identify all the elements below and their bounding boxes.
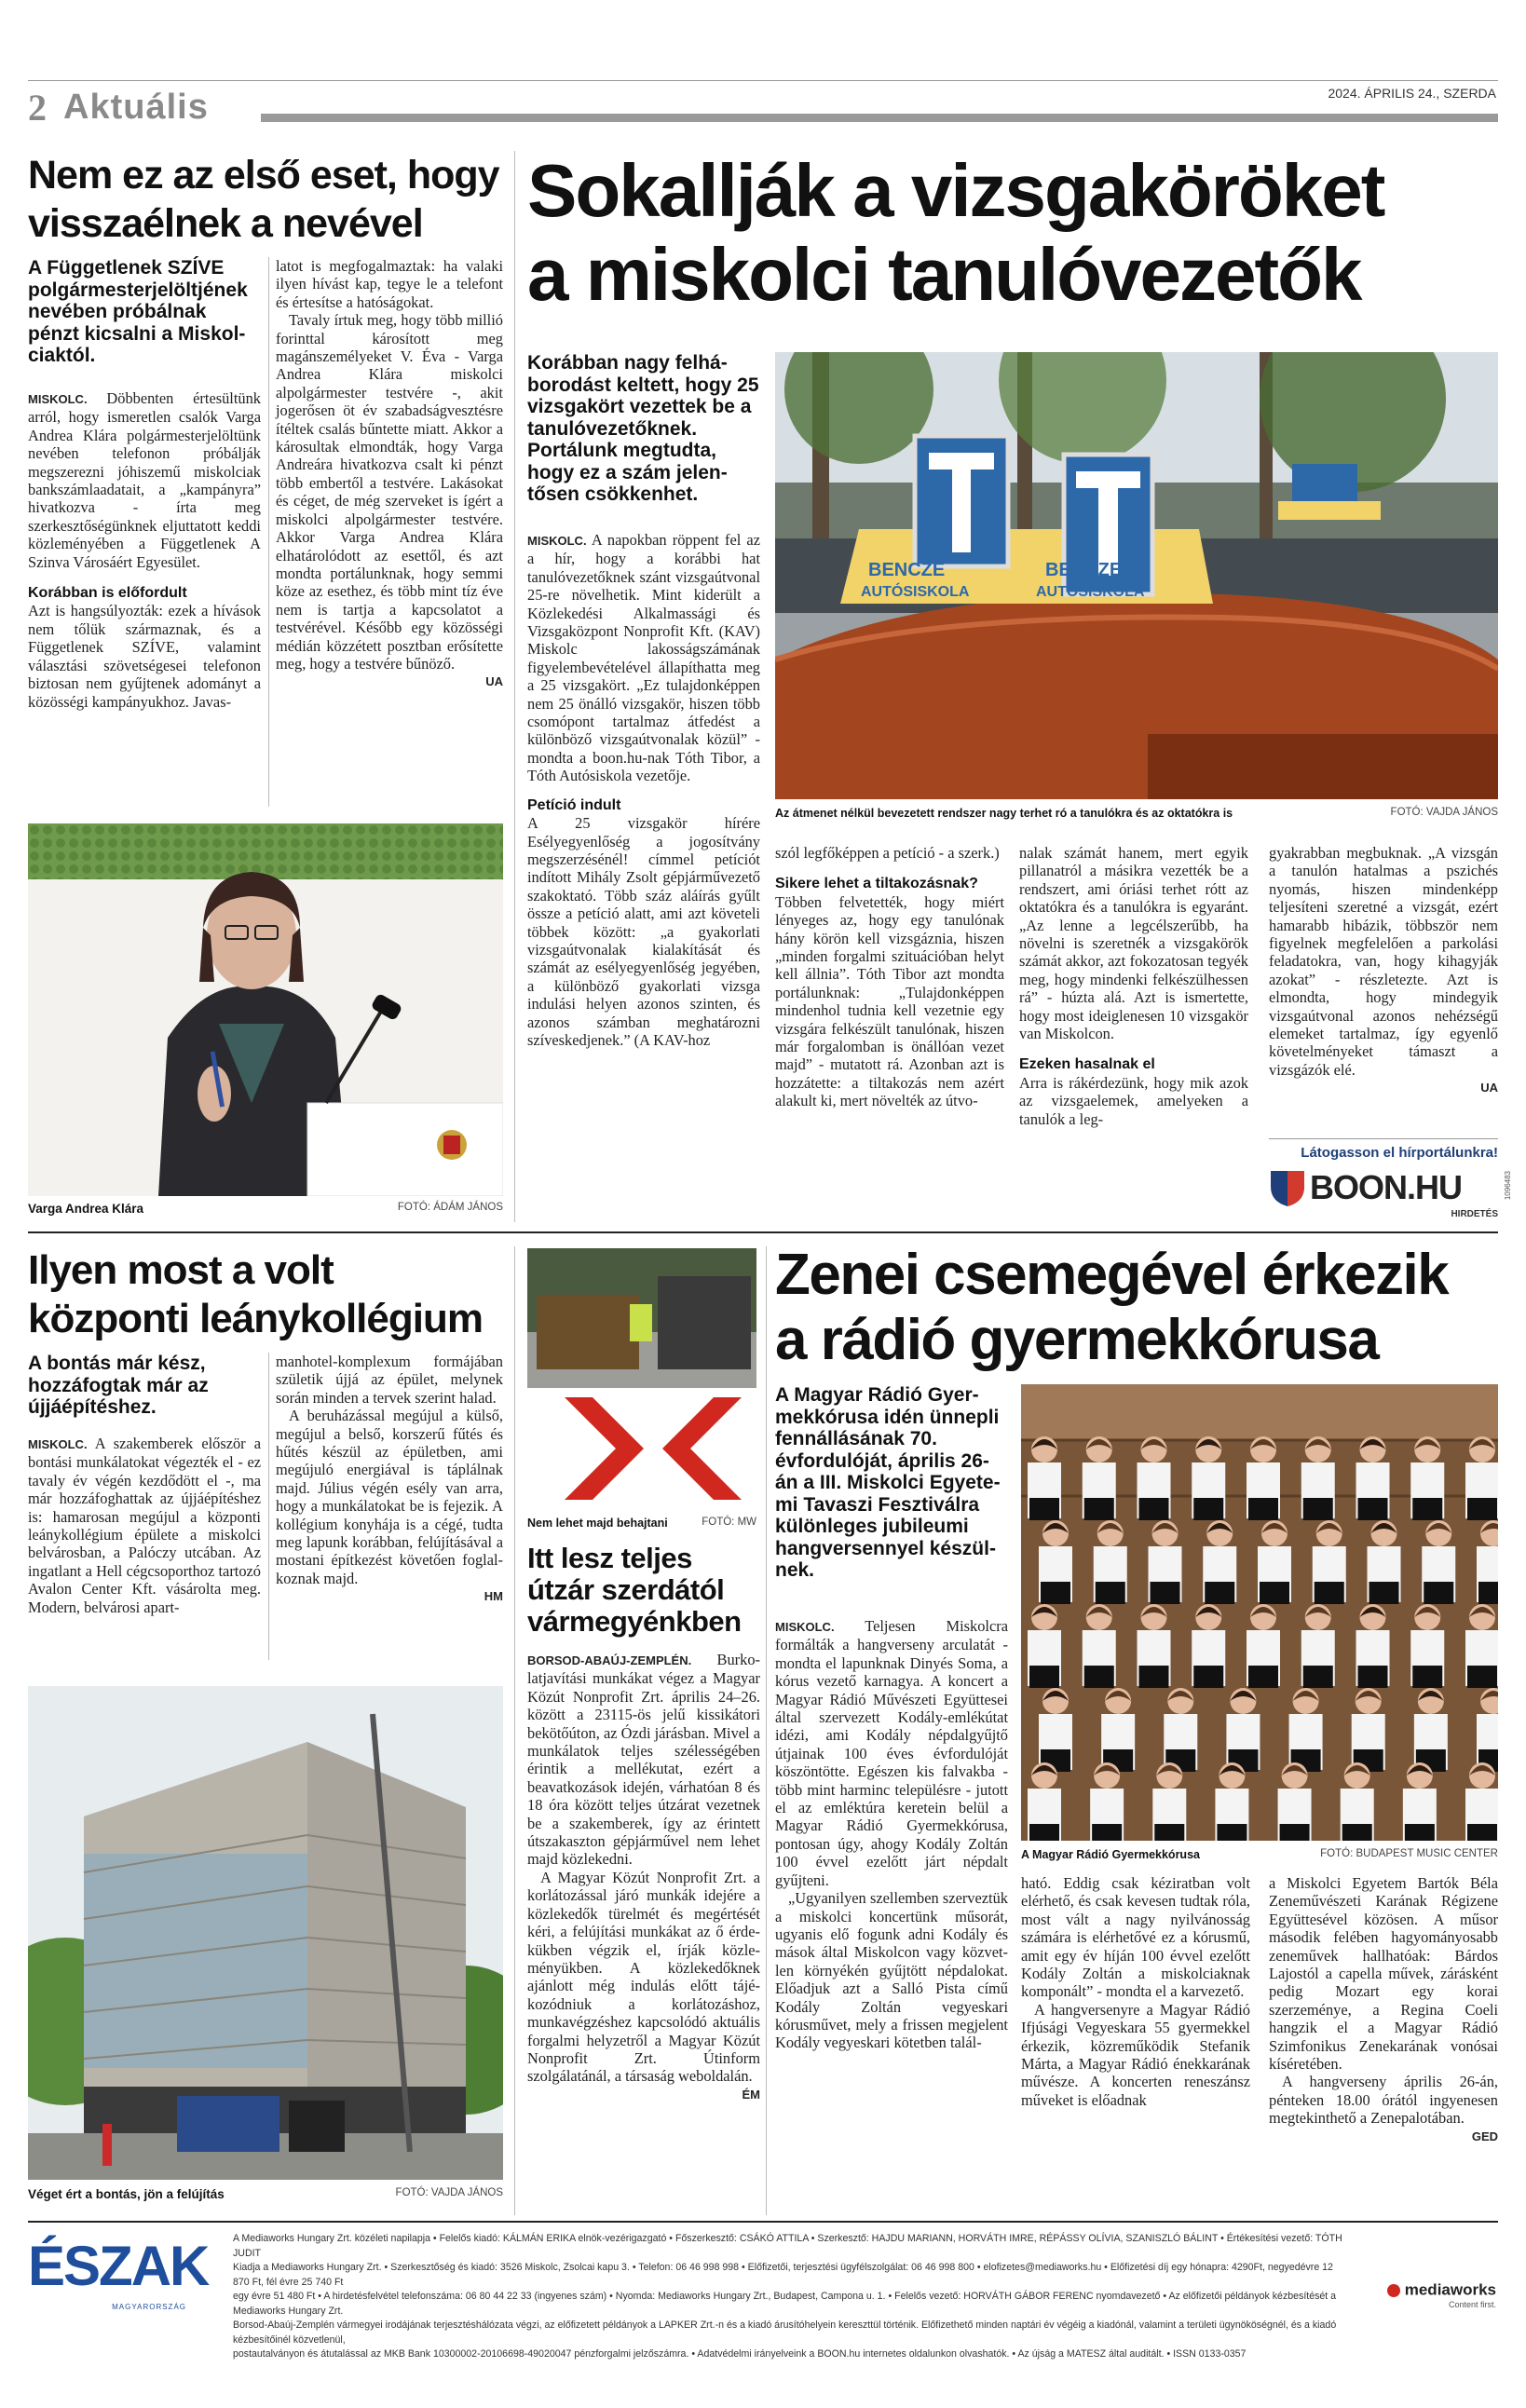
choir-singer [1403, 1762, 1437, 1841]
section-label: Aktuális [63, 88, 209, 127]
art5-photo [1021, 1384, 1498, 1841]
choir-singer [1278, 1762, 1312, 1841]
art2-col1 [527, 531, 760, 1049]
art1-col2 [276, 257, 503, 691]
choir-singer [1192, 1436, 1225, 1520]
choir-singer [1215, 1762, 1248, 1841]
choir-singer [1101, 1688, 1135, 1772]
choir-singer [1152, 1762, 1186, 1841]
choir-singer [1422, 1520, 1455, 1604]
choir-singer [1083, 1604, 1116, 1688]
art2-p2: A 25 vizsgakör hírére Esélyegyenlőség a jogosítvány megszerzésénél! címmel petíciót indított Mihály Zsolt gépjárművezető szakoktató. Több száz aláírás gyűlt össze a petíció alatt, ami azt követeli többek között: „a gyakorlati vizsgaútvonalak kialakítását és számát az esélyegyenlőség jegyében, a különböző gyakorlati vizsga indulási helyen azonos szinten, és azonos számban meghatározni szíveskedjenek.” (A KAV-hoz [527, 814, 760, 1049]
choir-singer [1368, 1520, 1401, 1604]
art5-col1 [775, 1617, 1008, 2052]
art2-caption-row [775, 807, 1498, 820]
art2-headline [527, 149, 1501, 317]
art5-p5: a Miskolci Egyetem Bartók Béla Zeneművészeti Karának Régizene Együttesével közösen. A műsor második felében hagyományosabb zeneművek hallhatóak: Bárdos Lajostól a capella művek, zárásként pedig Mozart egy korai szerzeménye, a Regina Coeli hangzik el a Magyar Rádió Szimfonikus Zenekarának vonósai kíséretében. [1269, 1874, 1498, 2074]
footer-rule [28, 2221, 1498, 2223]
art2-dateline: MISKOLC. [527, 534, 587, 548]
art2-sub3: Ezeken hasalnak el [1019, 1056, 1155, 1073]
choir-singer [1226, 1688, 1260, 1772]
art2-p7: gyakrabban megbuknak. „A vizsgán a tanulón hatalmas a pszichés nyomás, hiszen mindenképp teljesíteni szeretné a vizsgát, ezért hamarabb hibázik, többször nem figyelnek megfelelően a parkolási feladatokra, van, hogy kihagyják azokat” - részletezte. Azt is elmondta, hogy mindegyik vizsgaútvonal azonos nehézségű elemeket tartalmaz, így egyenlő követelményeket támaszt a vizsgázók elé. [1269, 844, 1498, 1079]
art1-headline-l1: Nem ez az első eset, hogy [28, 153, 499, 197]
art2-sign-text1b: BENCZE [1045, 560, 1123, 580]
choir-singer [1203, 1520, 1236, 1604]
art4-headline-l1: Itt lesz teljes [527, 1542, 692, 1574]
art2-p5: nalak számát hanem, mert egyik pillanatról a másikra vezették be a rendszert, ami óriási terhet rótt az oktatókra és a tanulókra is egyaránt. „Az lenne a legcélszerűbb, ha növelni is szeretnék a vizsgakörök számát akkor, azt fokozatosan tegyék meg, hogy mindenki felkészülhessen rá” - húzta alá. Azt is ismertette, hogy most ideiglenesen 10 vizsgakör van Miskolcon. [1019, 844, 1248, 1043]
footer-line2: Kiadja a Mediaworks Hungary Zrt. • Szerkesztőség és kiadó: 3526 Miskolc, Zsolcai kapu 3. • Telefon: 06 46 998 998 • Előfizetői, terjesztési ügyfélszolgálat: 06 46 998 800 • elofizetes@mediaworks.hu • Előfizetési díj egy hónapra: 4290Ft, negyedévre 12 870 Ft, fél évre 25 740 Ft [233, 2262, 1333, 2288]
choir-singer [1149, 1520, 1182, 1604]
art4-dateline: BORSOD-ABAÚJ-ZEMPLÉN. [527, 1653, 692, 1667]
art5-headline-l2: a rádió gyermekkórusa [775, 1308, 1379, 1372]
art5-caption-row [1021, 1848, 1498, 1861]
art5-p2: „Ugyanilyen szellemben szerveztük a miskolci koncertünk műsorát, ugyanis elő fogunk adni Kodály és mások által Miskolcon vagy közvetlen környékén gyűjtött népdalokat. Előadjuk azt a Salló Pista című Kodály Zoltán vegyeskari kórusművet, mely a frissen megjelent Kodály vegyeskari kötetben talál- [775, 1889, 1008, 2052]
lower-left-divider [514, 1246, 515, 2215]
footer-line3: egy évre 51 480 Ft • A hirdetésfelvétel telefonszáma: 06 80 44 22 33 (ingyenes szám) • Nyomda: Mediaworks Hungary Zrt., Budapest, Campona u. 1. • Felelős vezető: HORVÁTH GÁBOR FERENC nyomdavezető • Az előfizetői példányok kézbesítését a Mediaworks Hungary Zrt. [233, 2291, 1337, 2317]
art1-lead: A Függetlenek SZÍVE polgármesterjelöltjének nevében próbálnak pénzt kicsalni a Miskolciaktól. [28, 257, 248, 366]
art1-photo [28, 823, 503, 1196]
art1-sub1: Korábban is előfordult [28, 585, 187, 602]
art1-p4: Tavaly írtuk meg, hogy több millió forinttal károsított meg magánszemélyeket V. Éva - Varga Andrea Klára miskolci alpolgármester testvére -, akit jogerősen öt év szabadságvesztésre ítéltek csalás bűntette miatt. Akkor a károsultak elmondták, hogy Varga Andreára hivatkozva csalt ki pénzt több embertől a testvére. Lakásokat és céget, de még szerveket is ígért a miskolci alpolgármester testvére. Akkor Varga Andrea Klára elhatárolódott az esettől, és azt mondta portálunknak, hogy semmi köze az esethez, és több mint tíz éve nem is tartja a kapcsolatot a testvérével. Később egy közösségi médián közzétett posztban erősítette meg, hogy a testvére bűnöző. [276, 311, 503, 673]
choir-singer [1301, 1604, 1335, 1688]
issue-date: 2024. ÁPRILIS 24., SZERDA [1328, 86, 1496, 101]
art2-sub2: Sikere lehet a tiltakozásnak? [775, 876, 978, 892]
choir-singer [1410, 1436, 1444, 1520]
page-number: 2 [28, 87, 47, 129]
art1-signature: UA [485, 674, 503, 689]
boon-ad-code: 1096483 [1504, 1171, 1512, 1201]
mediaworks-logo [1356, 2280, 1496, 2309]
art4-headline-l2: útzár szerdától [527, 1573, 725, 1606]
art3-photo-svg [28, 1686, 503, 2180]
art4-credit: FOTÓ: MW [702, 1517, 756, 1528]
art1-caption: Varga Andrea Klára [28, 1202, 144, 1216]
art2-col2 [775, 844, 1004, 1110]
art3-photo [28, 1686, 503, 2180]
header-rule [28, 80, 1498, 81]
choir-singer [1465, 1604, 1498, 1688]
art3-col2 [276, 1353, 503, 1606]
art2-p4: Többen felvetették, hogy miért lényeges az, hogy egy tanulónak hány körön kell vizsgáznia, hiszen „minden forgalmi szituációban helyt kell állnia”. Tóth Tibor azt mondta portálunknak: „Tulajdonképpen mindenhol tudnia kell vezetnie egy vizsgára felkészült tanulónak, hiszen már forgalomban is önállóan vezet majd” - mutatott rá. Azonban azt is hozzátette: a tiltakozás nem azért alakult ki, mert növelték az útvo- [775, 892, 1004, 1110]
header-bar [261, 114, 1498, 122]
choir-singer [1410, 1604, 1444, 1688]
choir-singer [1356, 1604, 1390, 1688]
boon-ad-brand-row [1269, 1168, 1498, 1207]
lower-mid-divider [766, 1246, 767, 2215]
boon-ad-label: HIRDETÉS [1451, 1209, 1498, 1219]
art5-lead: A Magyar Rádió Gyermekkórusa idén ünnepli fennállásának 70. évfordulóját, április 26-án a III. Miskolci Egyetemi Tavaszi Fesztiválra különleges jubileumi hangversennyel készülnek. [775, 1384, 1001, 1581]
footer-line1: A Mediaworks Hungary Zrt. közéleti napilapja • Felelős kiadó: KÁLMÁN ERIKA elnök-vezérigazgató • Főszerkesztő: CSÁKÓ ATTILA • Szerkesztő: HAJDU MARIANN, HORVÁTH IMRE, RÉPÁSSY OLÍVIA, SZANISZLÓ BÁLINT • Értékesítési vezető: TÓTH JUDIT [233, 2233, 1342, 2259]
mediaworks-text: mediaworks [1404, 2280, 1496, 2299]
art4-headline [527, 1543, 760, 1638]
art3-caption: Véget ért a bontás, jön a felújítás [28, 2187, 225, 2201]
choir-singer [1028, 1436, 1061, 1520]
art2-sub1: Petíció indult [527, 796, 621, 813]
choir-singer [1301, 1436, 1335, 1520]
choir-singer [1164, 1688, 1197, 1772]
art1-headline [28, 151, 522, 248]
art4-photo-svg [527, 1248, 756, 1509]
art5-dateline: MISKOLC. [775, 1620, 835, 1634]
art3-p1: A szakemberek először a bontási munkálatokat végezték el - ez tavaly év végén kezdődött el -, ma már hozzáfoghattak az újjáépítéshez is: hamarosan megújul a központi leánykollégium épülete a miskolci belvárosban, a Palóczy utcában. Az ingatlant a Hell cégcsoporthoz tartozó Avalon Center Kft. vásárolta meg. Modern, belvárosi apart- [28, 1435, 261, 1616]
art2-p6: Arra is rákérdezünk, hogy mik azok az vizsgaelemek, amelyeken a tanulók a leg- [1019, 1073, 1248, 1128]
art1-col-divider [268, 257, 269, 807]
art2-p1: A napokban röppent fel az a hír, hogy a korábbi hat tanulóvezetőknek szánt vizsgaútvonal 25-re növelhetik. Mint kiderült a Közlekedési Alkalmassági és Vizsgaközpont Nonprofit Kft. (KAV) Miskolc lakosságszámának figyelembevételével állapíthatta meg a 25 vizsgakört. „Ez tulajdonképpen nem 25 önálló vizsgakör, hiszen több csomópont tartalmaz átfedést a különböző vizsgaútvonalak közül” - mondta a boon.hu-nak Tóth Tibor, a Tóth Autósiskola vezetője. [527, 531, 760, 785]
art2-credit: FOTÓ: VAJDA JÁNOS [1390, 807, 1498, 818]
art5-photo-svg [1021, 1384, 1498, 1841]
art3-caption-row [28, 2187, 503, 2201]
art5-caption: A Magyar Rádió Gyermekkórusa [1021, 1848, 1200, 1861]
mediaworks-sub: Content first. [1448, 2299, 1496, 2309]
art3-headline [28, 1246, 512, 1343]
art4-caption: Nem lehet majd behajtani [527, 1517, 668, 1530]
art4-p1: Burkolatjavítási munkákat végez a Magyar Közút Nonprofit Zrt. április 24–26. között a 23115-ös jelű kissikátori bekötőúton, az Ózdi járásban. Mivel a munkálatok teljes szélességében érintik a mellékutat, ezért a beavatkozások idején, várhatóan 8 és 18 óra között teljes útzárat vezetnek be a szakemberek, így az érintett útszakaszton gépjárművel nem lehet majd közlekedni. [527, 1651, 760, 1869]
choir-singer [1289, 1688, 1323, 1772]
art3-lead: A bontás már kész, hozzáfogtak már az újjáépítéshez. [28, 1353, 209, 1418]
art2-p3: szól legfőképpen a petíció - a szerk.) [775, 844, 1000, 862]
boon-ad[interactable] [1269, 1138, 1512, 1231]
footer-line5: postautalványon és átutalással az MKB Bank 10300002-20106698-49020047 pénzforgalmi jelzőszámra. • Adatvédelmi irányelveink a BOON.hu internetes oldalunkon olvashatók. • Az újság a MATESZ által auditált. • ISSN 0133-0357 [233, 2348, 1247, 2360]
choir-singer [1138, 1604, 1171, 1688]
choir-singer [1039, 1688, 1072, 1772]
art3-col-divider [268, 1353, 269, 1660]
art5-p6: A hangverseny április 26-án, pénteken 18.00 órától ingyenesen megtekinthető a Zenepalotában. [1269, 2073, 1498, 2128]
choir-singer [1138, 1436, 1171, 1520]
choir-singer [1192, 1604, 1225, 1688]
choir-singer [1341, 1762, 1374, 1841]
art5-headline-l1: Zenei csemegével érkezik [775, 1243, 1449, 1307]
art2-col3 [1019, 844, 1248, 1128]
choir-singer [1028, 1762, 1061, 1841]
art4-headline-l3: vármegyénkben [527, 1605, 742, 1638]
art3-credit: FOTÓ: VAJDA JÁNOS [395, 2187, 503, 2198]
footer-logo [28, 2230, 209, 2323]
footer-line4: Borsod-Abaúj-Zemplén vármegyei irodájának terjesztéshálózata végzi, az előfizetett példányok a LAPKER Zrt.-n és a kiadó árusítóhelyein kereszttül történik. Előfizethető minden naptári év végéig a kiadónál, valamint a területi ügynököségnél, és a kiadó kézbesítőinél közvetlenül, [233, 2320, 1337, 2346]
art2-headline-l2: a miskolci tanulóvezetők [527, 233, 1361, 316]
art1-credit: FOTÓ: ÁDÁM JÁNOS [397, 1202, 503, 1213]
art5-p4: A hangversenyre a Magyar Rádió Ifjúsági Vegyeskara 55 gyermekkel érkezik, közreműködik Stefanik Márta, a Magyar Rádió énekkarának művésze. A koncerten reneszánsz műveket is előadnak [1021, 2000, 1250, 2109]
footer-imprint [233, 2232, 1351, 2362]
shield-icon [1269, 1168, 1306, 1207]
art1-p1: Döbbenten értesültünk arról, hogy ismeretlen csalók Varga Andrea Klára polgármesterjelöltünk nevében telefonon próbálják megszerezni jóhiszemű miskolciak bankszámlaadatait, a „kampányra” hivatkozva - írta meg szerkesztőségünknek eljuttatott keddi közleményében a Függetlenek A Szinva Városáért Egyesület. [28, 389, 261, 571]
footer-logo-text: ÉSZAK [28, 2235, 209, 2297]
art2-signature: UA [1480, 1081, 1498, 1095]
art4-p2: A Magyar Közút Nonprofit Zrt. a korlátozással járó munkák idejére a közlekedők türelmét és megértését kéri, a felújítási munkákat az ő érdekükben végzik el, írják közleményükben. A közlekedőknek ajánlott még indulás előtt tájékozódniuk a korlátozáshoz, munkavégzéshez kapcsolódó aktuális forgalmi helyzetről a Magyar Közút Nonprofit Zrt. Útinform szolgálatánál, a társaság weboldalán. [527, 1868, 760, 2086]
boon-ad-title: Látogasson el hírportálunkra! [1301, 1145, 1498, 1161]
choir-singer [1258, 1520, 1291, 1604]
choir-singer [1414, 1688, 1448, 1772]
art1-p3: latot is megfogalmaztak: ha valaki ilyen hívást kap, tegye le a telefont és értesítse a hatóságokat. [276, 257, 503, 311]
choir-singer [1465, 1436, 1498, 1520]
art5-p1: Teljesen Miskolcra formálták a hangverseny arculatát - mondta el lapunknak Dinyés Soma, a kórus vezető karnagya. A koncert a Magyar Rádió Művészeti Együttesei által szervezett Kodály-emlékútat idézi, ami Kodály népdalgyűjtő útjainak 100 éves évfordulóját köszöntötte. Egészen kis falvakba - több mint harminc településre - jutott el az emléktúra keretein belül a Magyar Rádió Gyermekkórusa, pontosan úgy, ahogy Kodály Zoltán 100 évvel ezelőtt járt népdalt gyűjteni. [775, 1617, 1008, 1889]
art3-headline-l1: Ilyen most a volt [28, 1247, 334, 1293]
art3-p3: A beruházással megújul a külső, megújul a belső, korszerű fűtés és hűtés készül az épületben, ami megújuló energiával is táplálnak majd. Július végén esély van arra, hogy a munkálatokat be is fejezik. A kollégium konyhája is a cégé, tudta meg lapunk korábban, felújításával a mostani építkezést követően foglalkoznak majd. [276, 1407, 503, 1587]
art4-photo [527, 1248, 756, 1509]
art1-caption-row [28, 1202, 503, 1216]
art3-p2: manhotel-komplexum formájában születik újjá az épület, melynek során minden a tervek szerint halad. [276, 1353, 503, 1407]
choir-singer [1356, 1436, 1390, 1520]
art2-sign-text1: BENCZE [868, 560, 946, 580]
choir-singer [1247, 1436, 1280, 1520]
art5-headline [775, 1243, 1498, 1373]
art5-col2 [1021, 1874, 1250, 2109]
choir-singer [1083, 1436, 1116, 1520]
art4-signature: ÉM [742, 2087, 760, 2102]
art2-col4 [1269, 844, 1498, 1097]
art2-photo-svg [775, 352, 1498, 799]
art1-p2: Azt is hangsúlyozták: ezek a hívások nem tőlük származnak, és a Függetlenek SZÍVE, valamint választási szövetségesei telefonon biztosan nem gyűjtenek adományt a közösségi kampányukhoz. Javas- [28, 602, 261, 711]
choir-singer [1352, 1688, 1385, 1772]
art5-credit: FOTÓ: BUDAPEST MUSIC CENTER [1320, 1848, 1498, 1859]
choir-singer [1090, 1762, 1124, 1841]
choir-singer [1465, 1762, 1498, 1841]
art5-p3: ható. Eddig csak kéziratban volt elérhető, és csak kevesen tudtak róla, most vált a nagy nyilvánosság számára is elérhetővé ez a kórusmű, amit egy év híján 100 évvel ezelőtt Kodály Zoltán a miskolciaknak komponált” - mondta el a karvezető. [1021, 1874, 1250, 2001]
art2-headline-l1: Sokallják a vizsgaköröket [527, 149, 1384, 232]
art1-headline-l2: visszaélnek a nevével [28, 201, 423, 246]
art3-headline-l2: központi leánykollégium [28, 1296, 483, 1341]
art3-dateline: MISKOLC. [28, 1437, 88, 1451]
art2-sign-text2: AUTÓSISKOLA [861, 584, 970, 600]
art2-sign-text2b: AUTÓSISKOLA [1036, 584, 1145, 600]
footer-logo-sub: MAGYARORSZÁG [112, 2303, 186, 2311]
art1-dateline: MISKOLC. [28, 392, 88, 406]
boon-ad-brand: BOON.HU [1310, 1168, 1462, 1206]
choir-singer [1313, 1520, 1346, 1604]
art4-col1 [527, 1651, 760, 2103]
art5-signature: GED [1471, 2129, 1498, 2143]
art1-photo-svg [28, 823, 503, 1196]
art2-caption: Az átmenet nélkül bevezetett rendszer nagy terhet ró a tanulókra és az oktatókra is [775, 807, 1233, 820]
choir-singer [1028, 1604, 1061, 1688]
mediaworks-dot-icon [1387, 2284, 1400, 2297]
mid-rule [28, 1231, 1498, 1233]
choir-singer [1039, 1520, 1072, 1604]
left-divider [514, 151, 515, 1222]
choir-singer [1094, 1520, 1127, 1604]
art3-col1 [28, 1435, 261, 1616]
art2-lead: Korábban nagy felháborodást keltett, hogy 25 vizsgakört vezettek be a tanulóvezetőknek. Portálunk megtudta, hogy ez a szám jelentősen csökkenhet. [527, 352, 759, 505]
art3-signature: HM [484, 1589, 503, 1604]
art4-caption-row [527, 1517, 756, 1530]
choir-singer [1247, 1604, 1280, 1688]
art1-col1 [28, 389, 261, 711]
art5-col3 [1269, 1874, 1498, 2145]
art2-photo [775, 352, 1498, 799]
